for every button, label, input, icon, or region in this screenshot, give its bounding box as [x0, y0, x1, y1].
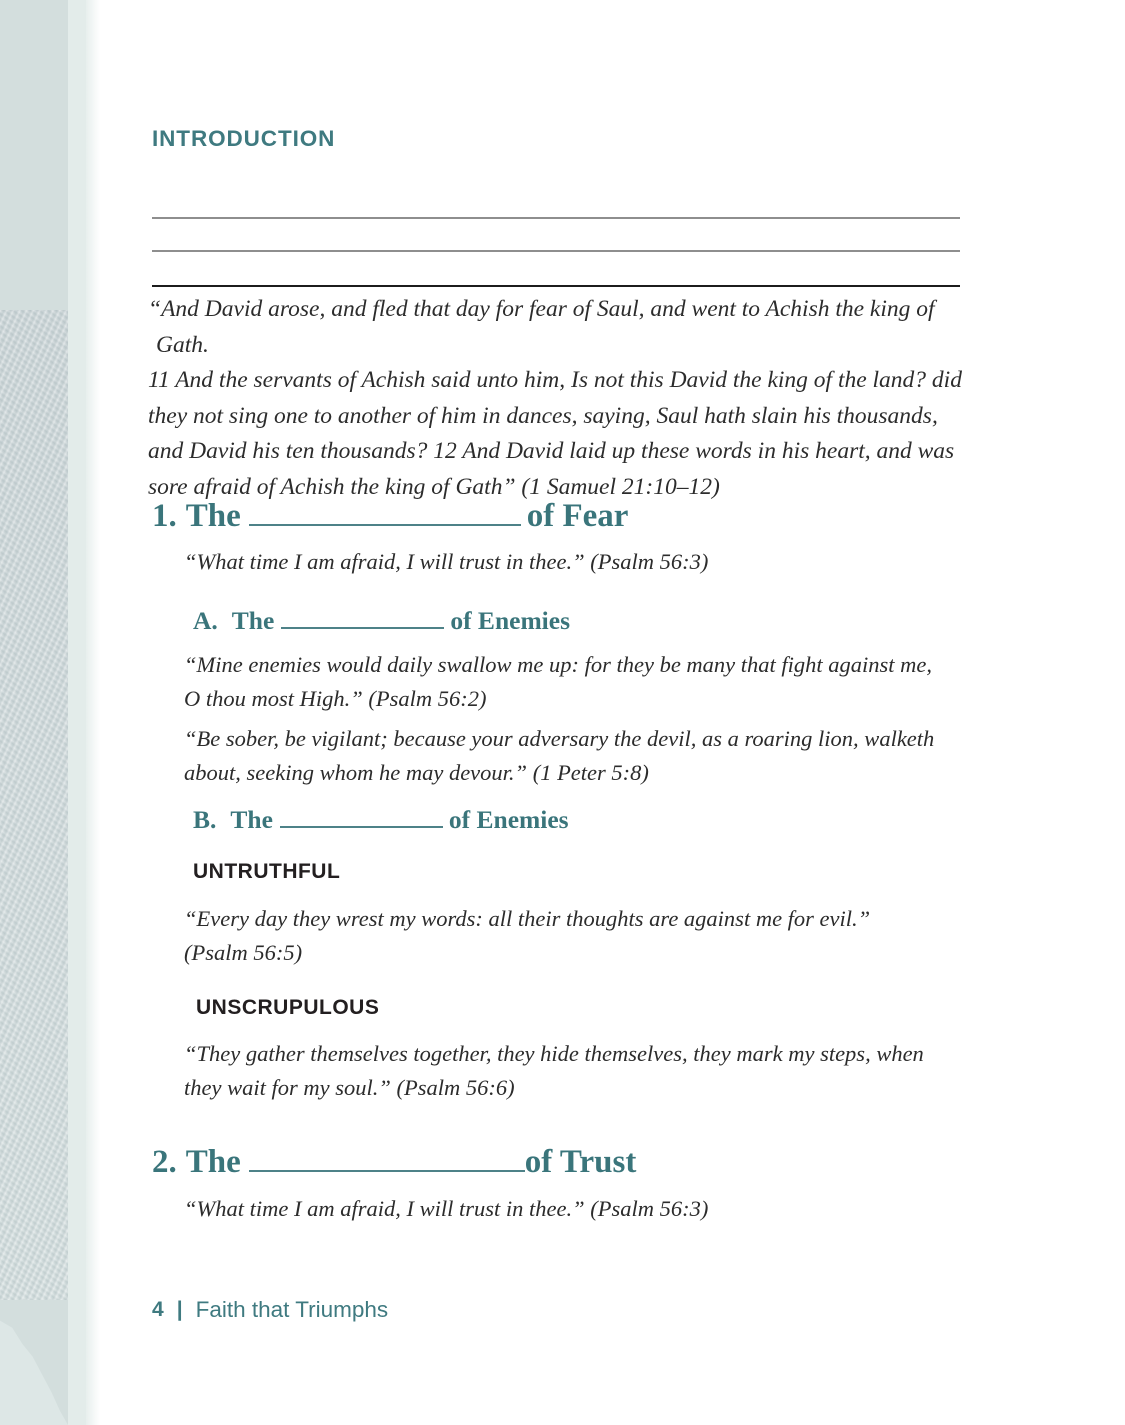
subsection-heading-b	[193, 805, 569, 835]
epigraph-line-4: and David his ten thousands? 12 And David laid up these words in his heart, and was	[148, 438, 955, 464]
section-2-quote-line-1: “What time I am afraid, I will trust in thee.” (Psalm 56:3)	[184, 1196, 709, 1221]
note-line-3[interactable]	[152, 252, 960, 287]
page-kicker-introduction: INTRODUCTION	[152, 126, 336, 151]
subsection-b-fill-blank[interactable]	[280, 805, 443, 828]
section-heading-1	[152, 498, 628, 535]
subsection-a-word-after: of Enemies	[450, 606, 571, 635]
section-2-fill-blank[interactable]	[249, 1144, 525, 1172]
subsection-b-word-after: of Enemies	[448, 805, 569, 834]
epigraph-line-5: sore afraid of Achish the king of Gath” (1 Samuel 21:10–12)	[148, 473, 720, 500]
footer-page-number: 4	[152, 1298, 164, 1321]
subsection-a-fill-blank[interactable]	[281, 606, 444, 629]
section-1-quote-line-1: “What time I am afraid, I will trust in thee.” (Psalm 56:3)	[184, 549, 709, 574]
trait-unscrupulous-quote	[184, 1037, 974, 1105]
subsection-a-quote-1-line-2: O thou most High.” (Psalm 56:2)	[184, 686, 487, 711]
epigraph-line-1: “And David arose, and fled that day for fear of Saul, and went to Achish the king of Gath.	[148, 296, 935, 358]
section-1-word-after: of Fear	[526, 498, 629, 534]
subsection-a-letter: A.	[193, 606, 218, 635]
epigraph-line-3: they not sing one to another of him in dances, saying, Saul hath slain his thousands,	[148, 402, 938, 429]
trait-untruthful-quote	[184, 902, 974, 970]
section-2-quote	[184, 1192, 974, 1226]
section-1-fill-blank[interactable]	[249, 498, 521, 526]
section-1-number: 1.	[152, 498, 177, 534]
trait-label-unscrupulous: UNSCRUPULOUS	[196, 996, 380, 1019]
note-line-2[interactable]	[152, 219, 960, 252]
epigraph-line-2: 11 And the servants of Achish said unto him, Is not this David the king of the land? did	[148, 367, 962, 393]
page-footer	[152, 1297, 388, 1323]
trait-unscrupulous-quote-line-2: they wait for my soul.” (Psalm 56:6)	[184, 1075, 515, 1100]
note-taking-lines[interactable]	[152, 186, 960, 287]
subsection-a-quote-1-line-1: “Mine enemies would daily swallow me up: for they be many that fight against me,	[184, 652, 933, 677]
subsection-heading-a	[193, 606, 570, 636]
subsection-a-quote-2-line-1: “Be sober, be vigilant; because your adversary the devil, as a roaring lion, walketh	[184, 726, 935, 751]
section-2-number: 2.	[152, 1144, 177, 1180]
subsection-a-quote-1	[184, 648, 974, 716]
trait-untruthful-quote-line-2: (Psalm 56:5)	[184, 940, 303, 965]
subsection-a-quote-2-line-2: about, seeking whom he may devour.” (1 Peter 5:8)	[184, 760, 649, 785]
trait-unscrupulous-quote-line-1: “They gather themselves together, they hide themselves, they mark my steps, when	[184, 1041, 924, 1066]
trait-untruthful-quote-line-1: “Every day they wrest my words: all their thoughts are against me for evil.”	[184, 906, 871, 931]
scripture-epigraph	[148, 292, 978, 505]
section-2-word-after: of Trust	[524, 1144, 637, 1180]
subsection-b-letter: B.	[193, 805, 217, 834]
trait-label-untruthful: UNTRUTHFUL	[193, 860, 341, 883]
note-line-1[interactable]	[152, 186, 960, 219]
subsection-b-word-before: The	[230, 805, 273, 834]
section-heading-2	[152, 1144, 636, 1181]
section-1-quote	[184, 545, 974, 579]
footer-separator: |	[176, 1298, 183, 1321]
section-1-word-before: The	[185, 498, 241, 534]
subsection-a-word-before: The	[231, 606, 275, 635]
subsection-a-quote-2	[184, 722, 974, 790]
footer-book-title: Faith that Triumphs	[195, 1297, 389, 1322]
section-2-word-before: The	[185, 1144, 241, 1180]
